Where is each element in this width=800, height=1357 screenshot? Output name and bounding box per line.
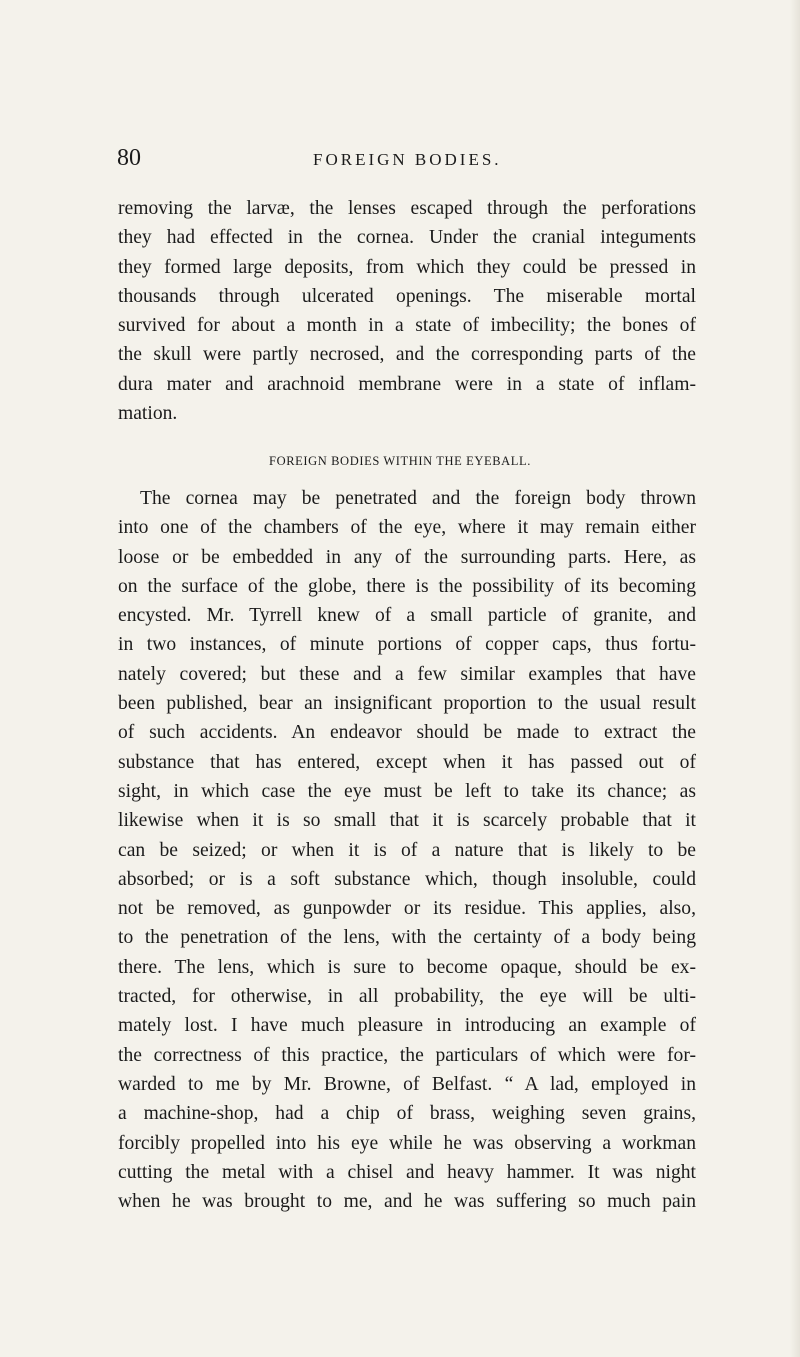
- text-line: dura mater and arachnoid membrane were in a state of inflam-: [118, 373, 696, 395]
- text-line: they formed large deposits, from which they could be pressed in: [118, 256, 696, 278]
- text-line: thousands through ulcerated openings. The miserable mortal: [118, 285, 696, 307]
- text-line: in two instances, of minute portions of copper caps, thus fortu-: [118, 634, 696, 656]
- text-line: forcibly propelled into his eye while he was observing a workman: [118, 1132, 696, 1154]
- page-number: 80: [117, 145, 141, 171]
- text-line: absorbed; or is a soft substance which, though insoluble, could: [118, 868, 696, 890]
- text-line: on the surface of the globe, there is the possibility of its becoming: [118, 575, 696, 597]
- page-edge-shadow: [790, 0, 800, 1357]
- text-line: of such accidents. An endeavor should be made to extract the: [118, 722, 696, 744]
- text-line: The cornea may be penetrated and the foreign body thrown: [140, 488, 696, 509]
- text-line: encysted. Mr. Tyrrell knew of a small particle of granite, and: [118, 605, 696, 627]
- text-line: survived for about a month in a state of imbecility; the bones of: [118, 315, 696, 337]
- text-line: loose or be embedded in any of the surrounding parts. Here, as: [118, 546, 696, 568]
- section-heading: FOREIGN BODIES WITHIN THE EYEBALL.: [269, 454, 531, 468]
- text-line: tracted, for otherwise, in all probability, the eye will be ulti-: [118, 986, 696, 1008]
- text-line: into one of the chambers of the eye, where it may remain either: [118, 517, 696, 539]
- paragraph-1: [118, 194, 696, 428]
- text-line: there. The lens, which is sure to become opaque, should be ex-: [118, 956, 696, 978]
- text-line: warded to me by Mr. Browne, of Belfast. “ A lad, employed in: [118, 1073, 696, 1095]
- text-line: a machine-shop, had a chip of brass, weighing seven grains,: [118, 1103, 696, 1125]
- page-header: [117, 144, 697, 176]
- text-line: substance that has entered, except when it has passed out of: [118, 751, 696, 773]
- text-line: been published, bear an insignificant proportion to the usual result: [118, 693, 696, 715]
- text-line: can be seized; or when it is of a nature that is likely to be: [118, 839, 696, 861]
- text-line: nately covered; but these and a few similar examples that have: [118, 663, 696, 685]
- text-line: they had effected in the cornea. Under the cranial integuments: [118, 227, 696, 249]
- text-line: when he was brought to me, and he was suffering so much pain: [118, 1191, 696, 1213]
- text-line: the skull were partly necrosed, and the corresponding parts of the: [118, 344, 696, 366]
- text-line: not be removed, as gunpowder or its residue. This applies, also,: [118, 898, 696, 920]
- running-head: FOREIGN BODIES.: [313, 150, 502, 169]
- text-line: cutting the metal with a chisel and heavy hammer. It was night: [118, 1161, 696, 1183]
- text-line: to the penetration of the lens, with the certainty of a body being: [118, 927, 696, 949]
- text-line: the correctness of this practice, the particulars of which were for-: [118, 1044, 696, 1066]
- text-line: removing the larvæ, the lenses escaped through the perforations: [118, 198, 696, 219]
- text-line: sight, in which case the eye must be left to take its chance; as: [118, 780, 696, 802]
- text-line: mation.: [118, 403, 178, 425]
- text-line: mately lost. I have much pleasure in introducing an example of: [118, 1015, 696, 1037]
- paragraph-2: [118, 484, 696, 1216]
- text-line: likewise when it is so small that it is scarcely probable that it: [118, 810, 696, 832]
